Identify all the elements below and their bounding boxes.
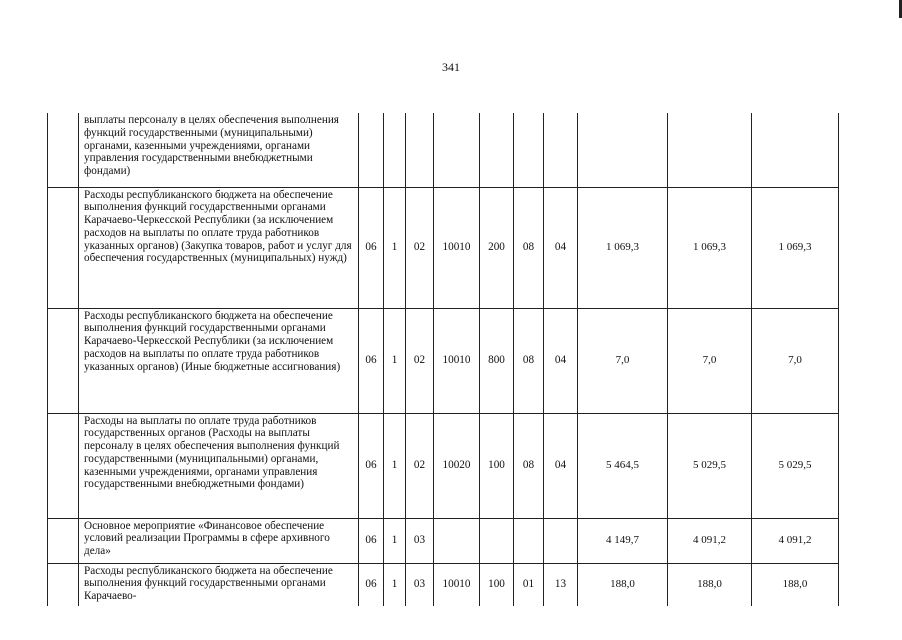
row-number-cell bbox=[48, 308, 79, 413]
budget-table bbox=[47, 113, 839, 606]
code-col-2: 1 bbox=[384, 563, 406, 606]
code-col-6: 08 bbox=[514, 413, 544, 518]
code-col-7: 04 bbox=[544, 187, 578, 308]
code-col-5 bbox=[480, 113, 514, 187]
row-number-cell bbox=[48, 413, 79, 518]
code-col-3: 02 bbox=[406, 308, 434, 413]
row-number-cell bbox=[48, 187, 79, 308]
code-col-4 bbox=[434, 518, 480, 563]
amount-col-3: 188,0 bbox=[752, 563, 839, 606]
code-col-5: 100 bbox=[480, 413, 514, 518]
code-col-7: 04 bbox=[544, 308, 578, 413]
row-number-cell bbox=[48, 518, 79, 563]
code-col-2: 1 bbox=[384, 187, 406, 308]
code-col-3 bbox=[406, 113, 434, 187]
table-row bbox=[48, 187, 839, 308]
code-col-2: 1 bbox=[384, 308, 406, 413]
code-col-7 bbox=[544, 518, 578, 563]
code-col-7 bbox=[544, 113, 578, 187]
code-col-5: 100 bbox=[480, 563, 514, 606]
amount-col-3: 4 091,2 bbox=[752, 518, 839, 563]
amount-col-2: 188,0 bbox=[668, 563, 752, 606]
code-col-6 bbox=[514, 113, 544, 187]
code-col-1: 06 bbox=[359, 413, 384, 518]
code-col-1: 06 bbox=[359, 308, 384, 413]
code-col-7: 13 bbox=[544, 563, 578, 606]
page-number: 341 bbox=[442, 60, 460, 74]
code-col-3: 03 bbox=[406, 563, 434, 606]
table-row bbox=[48, 518, 839, 563]
expense-description: Расходы республиканского бюджета на обеспечение выполнения функций государственными органами Карачаево-Черкесской Республики (за исключением расходов на выплаты по оплате труда работников указанных органов) (Закупка товаров, работ и услуг для обеспечения государственных (муниципальных) нужд) bbox=[79, 187, 359, 308]
row-number-cell bbox=[48, 113, 79, 187]
code-col-4: 10020 bbox=[434, 413, 480, 518]
expense-description: Расходы республиканского бюджета на обеспечение выполнения функций государственными органами Карачаево-Черкесской Республики (за исключением расходов на выплаты по оплате труда работников указанных органов) (Иные бюджетные ассигнования) bbox=[79, 308, 359, 413]
code-col-1: 06 bbox=[359, 518, 384, 563]
amount-col-3: 7,0 bbox=[752, 308, 839, 413]
amount-col-3 bbox=[752, 113, 839, 187]
code-col-5: 800 bbox=[480, 308, 514, 413]
code-col-5 bbox=[480, 518, 514, 563]
code-col-6: 08 bbox=[514, 308, 544, 413]
code-col-4: 10010 bbox=[434, 308, 480, 413]
expense-description: Расходы на выплаты по оплате труда работников государственных органов (Расходы на выплаты персоналу в целях обеспечения выполнения функций государственными (муниципальными) органами, казенными учреждениями, органами управления государственными внебюджетными фондами) bbox=[79, 413, 359, 518]
table-row bbox=[48, 113, 839, 187]
code-col-2: 1 bbox=[384, 518, 406, 563]
table-row bbox=[48, 413, 839, 518]
code-col-3: 02 bbox=[406, 413, 434, 518]
amount-col-1 bbox=[578, 113, 668, 187]
code-col-3: 02 bbox=[406, 187, 434, 308]
amount-col-2: 5 029,5 bbox=[668, 413, 752, 518]
amount-col-2: 4 091,2 bbox=[668, 518, 752, 563]
code-col-4: 10010 bbox=[434, 563, 480, 606]
code-col-6 bbox=[514, 518, 544, 563]
amount-col-2 bbox=[668, 113, 752, 187]
amount-col-1: 7,0 bbox=[578, 308, 668, 413]
code-col-2: 1 bbox=[384, 413, 406, 518]
code-col-1: 06 bbox=[359, 187, 384, 308]
amount-col-1: 188,0 bbox=[578, 563, 668, 606]
amount-col-1: 1 069,3 bbox=[578, 187, 668, 308]
code-col-1 bbox=[359, 113, 384, 187]
code-col-2 bbox=[384, 113, 406, 187]
amount-col-1: 5 464,5 bbox=[578, 413, 668, 518]
amount-col-3: 5 029,5 bbox=[752, 413, 839, 518]
table-row bbox=[48, 563, 839, 606]
code-col-4 bbox=[434, 113, 480, 187]
amount-col-2: 7,0 bbox=[668, 308, 752, 413]
expense-description: Основное мероприятие «Финансовое обеспечение условий реализации Программы в сфере архивного дела» bbox=[79, 518, 359, 563]
table-body bbox=[48, 113, 839, 606]
code-col-4: 10010 bbox=[434, 187, 480, 308]
row-number-cell bbox=[48, 563, 79, 606]
code-col-6: 08 bbox=[514, 187, 544, 308]
expense-description: выплаты персоналу в целях обеспечения выполнения функций государственными (муниципальными) органами, казенными учреждениями, органами управления государственными внебюджетными фондами) bbox=[79, 113, 359, 187]
expense-description: Расходы республиканского бюджета на обеспечение выполнения функций государственными органами Карачаево- bbox=[79, 563, 359, 606]
amount-col-2: 1 069,3 bbox=[668, 187, 752, 308]
code-col-7: 04 bbox=[544, 413, 578, 518]
amount-col-1: 4 149,7 bbox=[578, 518, 668, 563]
amount-col-3: 1 069,3 bbox=[752, 187, 839, 308]
code-col-5: 200 bbox=[480, 187, 514, 308]
table-row bbox=[48, 308, 839, 413]
code-col-6: 01 bbox=[514, 563, 544, 606]
code-col-1: 06 bbox=[359, 563, 384, 606]
code-col-3: 03 bbox=[406, 518, 434, 563]
